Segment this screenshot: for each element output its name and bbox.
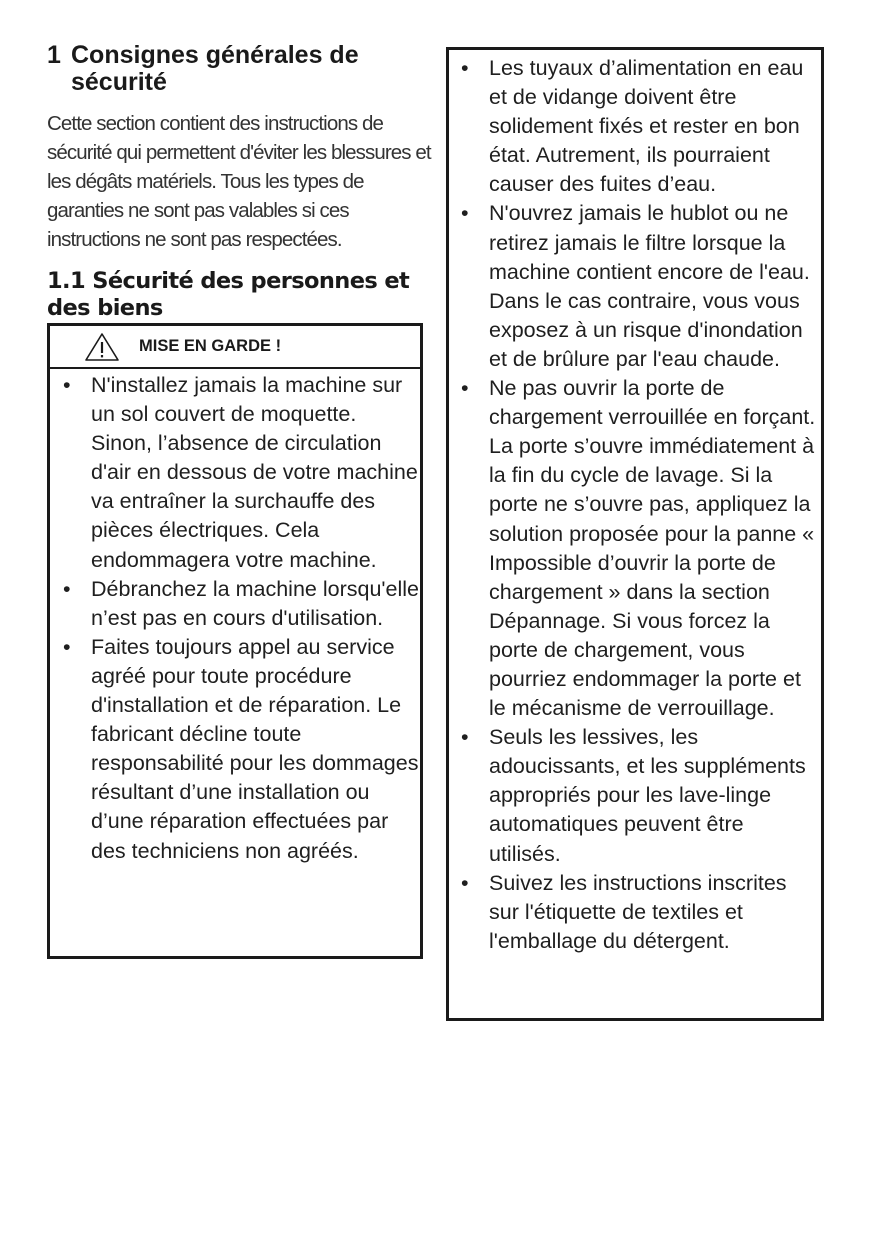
left-column [47, 42, 432, 322]
section-intro: Cette section contient des instructions de sécurité qui permettent d'éviter les blessures et les dégâts matériels. Tous les types de garanties ne sont pas valables si ces instructions ne sont pas respectées. [47, 112, 431, 251]
list-item-text: N'installez jamais la machine sur un sol couvert de moquette. Sinon, l’absence de circulation d'air en dessous de votre machine va entraîner la surchauffe des pièces électriques. Cela endommagera votre machine. [91, 373, 418, 572]
right-list [449, 50, 821, 956]
list-item-text: N'ouvrez jamais le hublot ou ne retirez jamais le filtre lorsque la machine contient encore de l'eau. Dans le cas contraire, vous vous exposez à un risque d'inondation et de brûlure par l'eau chaude. [489, 201, 810, 371]
bullet: • [63, 634, 71, 659]
warning-list [50, 369, 420, 866]
list-item [50, 371, 420, 575]
list-item-text: Seuls les lessives, les adoucissants, et les suppléments appropriés pour les lave-linge automatiques peuvent être utilisés. [489, 725, 806, 866]
list-item-text: Faites toujours appel au service agréé pour toute procédure d'installation et de réparation. Le fabricant décline toute responsabilité pour les dommages résultant d’une installation ou d’une réparation effectuées par des techniciens non agréés. [91, 634, 419, 863]
bullet: • [461, 56, 469, 80]
list-item [449, 54, 821, 199]
subsection-title: 1.1 Sécurité des personnes et des biens [47, 268, 410, 321]
list-item [449, 199, 821, 374]
bullet: • [461, 201, 469, 226]
right-box [446, 47, 824, 1021]
section-title-text: Consignes générales de sécurité [71, 41, 359, 96]
bullet: • [461, 870, 469, 895]
warning-label: MISE EN GARDE ! [139, 337, 282, 355]
list-item [449, 374, 821, 723]
section-title [47, 42, 432, 96]
list-item [449, 723, 821, 868]
list-item-text: Suivez les instructions inscrites sur l'étiquette de textiles et l'emballage du détergent. [489, 870, 787, 953]
list-item-text: Ne pas ouvrir la porte de chargement verrouillée en forçant. La porte s’ouvre immédiatement à la fin du cycle de lavage. Si la porte ne s’ouvre pas, appliquez la solution proposée pour la panne « Impossible d’ouvrir la porte de chargement » dans la section Dépannage. Si vous forcez la porte de chargement, vous pourriez endommager la porte et le mécanisme de verrouillage. [489, 376, 816, 721]
list-item [449, 869, 821, 956]
list-item [50, 575, 420, 633]
warning-box [47, 323, 423, 959]
warning-triangle-icon [84, 332, 120, 362]
warning-header [50, 326, 420, 369]
bullet: • [63, 576, 71, 601]
list-item-text: Les tuyaux d’alimentation en eau et de vidange doivent être solidement fixés et rester en bon état. Autrement, ils pourraient causer des fuites d’eau. [489, 56, 804, 197]
list-item [50, 633, 420, 866]
bullet: • [63, 373, 71, 397]
bullet: • [461, 376, 469, 401]
bullet: • [461, 725, 469, 750]
list-item-text: Débranchez la machine lorsqu'elle n’est pas en cours d'utilisation. [91, 576, 419, 630]
section-number: 1 [47, 41, 61, 69]
